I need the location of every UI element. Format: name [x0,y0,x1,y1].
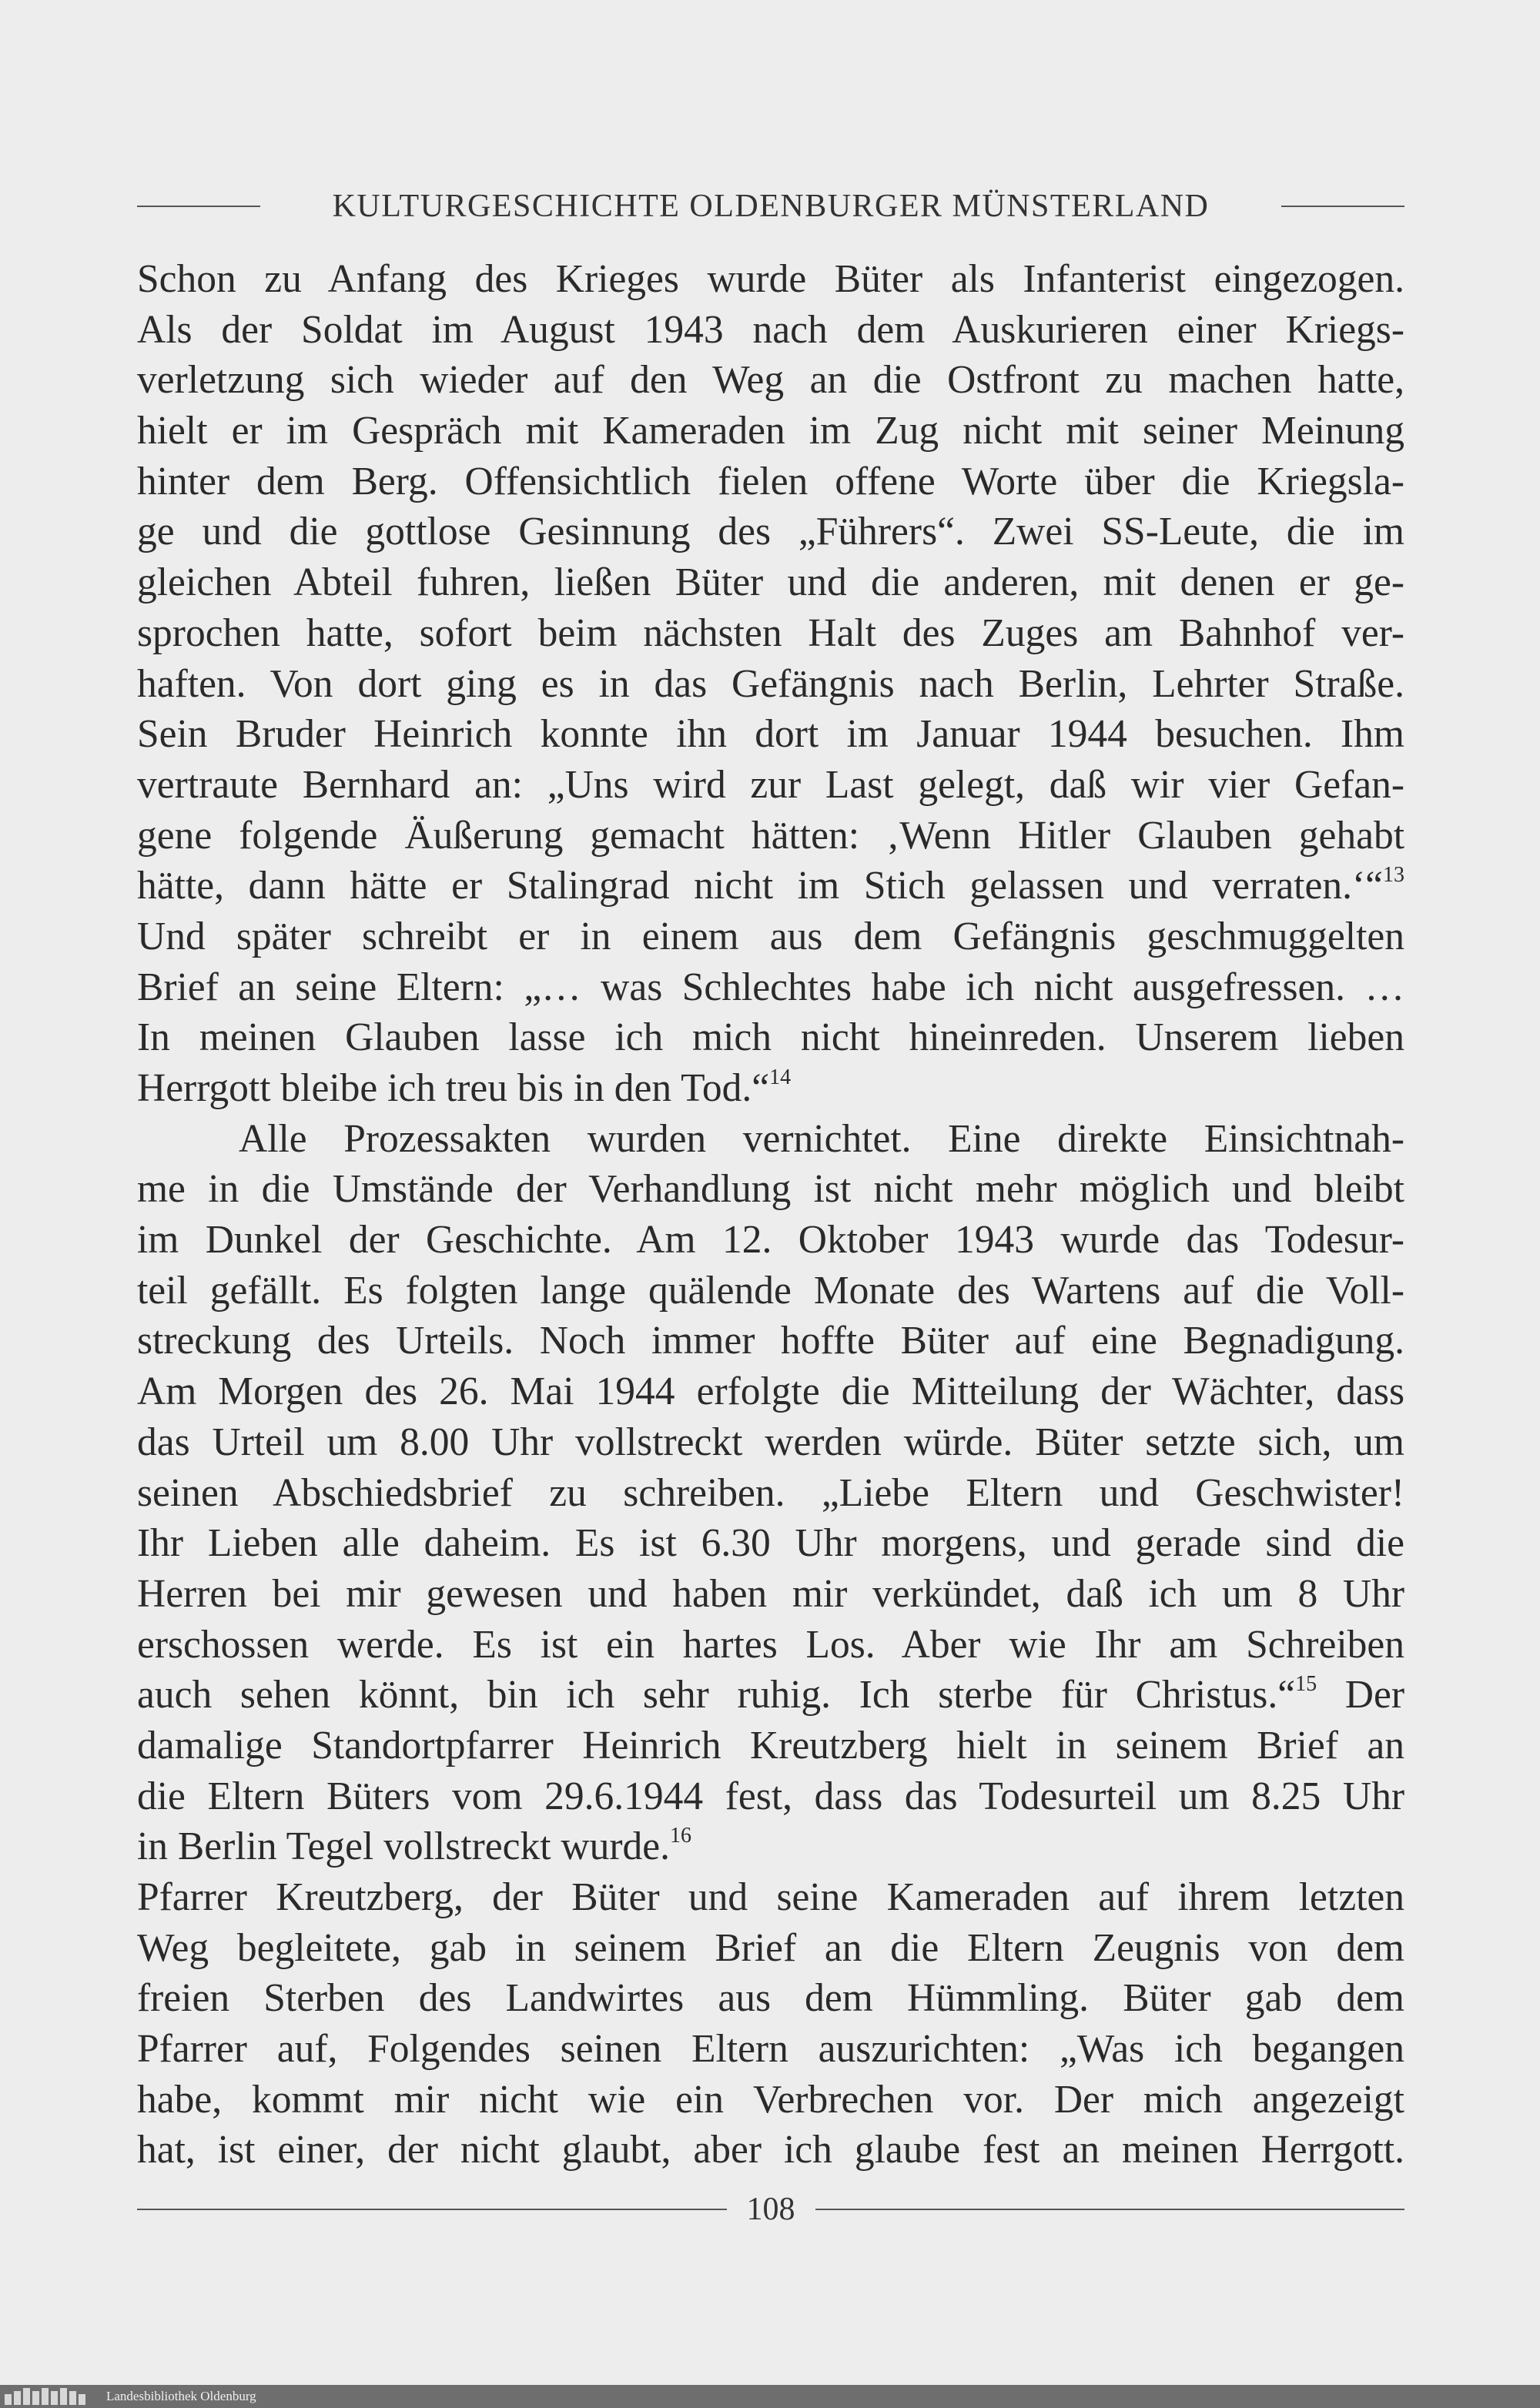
text-line: Pfarrer auf, Folgendes seinen Eltern auszurichten: „Was ich begangen [137,2027,1404,2072]
body-text [137,254,1404,2176]
text-line: ge und die gottlose Gesinnung des „Führers“. Zwei SS-Leute, die im [137,510,1404,554]
text-line [137,1063,1404,1114]
text-line: im Dunkel der Geschichte. Am 12. Oktober 1943 wurde das Todesur- [137,1218,1404,1263]
text-line: vertraute Bernhard an: „Uns wird zur Last gelegt, daß wir vier Gefan- [137,762,1404,807]
text-line [137,1821,1404,1872]
text-line: sprochen hatte, sofort beim nächsten Halt des Zuges am Bahnhof ver- [137,610,1404,655]
text-line: teil gefällt. Es folgten lange quälende Monate des Wartens auf die Voll- [137,1268,1404,1313]
text-line: gene folgende Äußerung gemacht hätten: ‚Wenn Hitler Glauben gehabt [137,813,1404,858]
line-text: Der [1317,1673,1404,1717]
text-line [137,1670,1404,1721]
page-number: 108 [746,2192,795,2227]
header-rule-left [137,206,260,207]
text-line: Alle Prozessakten wurden vernichtet. Eine direkte Einsichtnah- [239,1116,1404,1161]
footnote-ref: 13 [1383,863,1404,888]
text-line: seinen Abschiedsbrief zu schreiben. „Liebe Eltern und Geschwister! [137,1470,1404,1515]
text-line: das Urteil um 8.00 Uhr vollstreckt werden würde. Büter setzte sich, um [137,1420,1404,1464]
text-line: Am Morgen des 26. Mai 1944 erfolgte die Mitteilung der Wächter, dass [137,1370,1404,1414]
header-rule-right [1281,206,1404,207]
footnote-ref: 14 [769,1065,792,1089]
text-line: verletzung sich wieder auf den Weg an die Ostfront zu machen hatte, [137,358,1404,403]
footer-rule-right [815,2209,1405,2210]
text-line: Und später schreibt er in einem aus dem Gefängnis geschmuggelten [137,914,1404,958]
running-head [137,188,1404,225]
text-line: Schon zu Anfang des Krieges wurde Büter als Infanterist eingezogen. [137,257,1404,301]
text-line: freien Sterben des Landwirtes aus dem Hümmling. Büter gab dem [137,1976,1404,2021]
text-line: Pfarrer Kreutzberg, der Büter und seine Kameraden auf ihrem letzten [137,1875,1404,1919]
line-text: Herrgott bleibe ich treu bis in den Tod.“ [137,1066,770,1110]
footnote-ref: 16 [669,1824,691,1848]
text-line: gleichen Abteil fuhren, ließen Büter und die anderen, mit denen er ge- [137,560,1404,605]
text-line: Weg begleitete, gab in seinem Brief an die Eltern Zeugnis von dem [137,1925,1404,1970]
library-watermark-bar [0,2385,1540,2408]
text-line: Sein Bruder Heinrich konnte ihn dort im Januar 1944 besuchen. Ihm [137,712,1404,757]
library-name: Landesbibliothek Oldenburg [106,2389,256,2403]
text-line: die Eltern Büters vom 29.6.1944 fest, dass das Todesurteil um 8.25 Uhr [137,1774,1404,1818]
text-line: damalige Standortpfarrer Heinrich Kreutzberg hielt in seinem Brief an [137,1723,1404,1768]
text-line: habe, kommt mir nicht wie ein Verbrechen vor. Der mich angezeigt [137,2077,1404,2122]
text-line: Als der Soldat im August 1943 nach dem Auskurieren einer Kriegs- [137,307,1404,352]
text-line: In meinen Glauben lasse ich mich nicht hineinreden. Unserem lieben [137,1015,1404,1060]
line-text: in Berlin Tegel vollstreckt wurde. [137,1824,670,1869]
text-line: Brief an seine Eltern: „… was Schlechtes habe ich nicht ausgefressen. … [137,965,1404,1009]
text-line: hinter dem Berg. Offensichtlich fielen offene Worte über die Kriegsla- [137,459,1404,503]
line-text: auch sehen könnt, bin ich sehr ruhig. Ich sterbe für Christus.“ [137,1673,1296,1717]
text-line: Ihr Lieben alle daheim. Es ist 6.30 Uhr morgens, und gerade sind die [137,1521,1404,1566]
library-building-icon [5,2388,95,2405]
text-line: streckung des Urteils. Noch immer hoffte Büter auf eine Begnadigung. [137,1319,1404,1363]
page-footer [137,2191,1404,2228]
line-text: hätte, dann hätte er Stalingrad nicht im Stich gelassen und verraten.‘“ [137,864,1383,908]
text-line [137,861,1404,911]
text-line: me in die Umstände der Verhandlung ist nicht mehr möglich und bleibt [137,1167,1404,1212]
text-line: haften. Von dort ging es in das Gefängnis nach Berlin, Lehrter Straße. [137,661,1404,706]
text-line: hielt er im Gespräch mit Kameraden im Zug nicht mit seiner Meinung [137,409,1404,453]
running-title: KULTURGESCHICHTE OLDENBURGER MÜNSTERLAND [332,189,1210,224]
footnote-ref: 15 [1295,1672,1317,1697]
text-line: Herren bei mir gewesen und haben mir verkündet, daß ich um 8 Uhr [137,1571,1404,1616]
footer-rule-left [137,2209,727,2210]
text-line: hat, ist einer, der nicht glaubt, aber ich glaube fest an meinen Herrgott. [137,2128,1404,2172]
text-line: erschossen werde. Es ist ein hartes Los. Aber wie Ihr am Schreiben [137,1622,1404,1667]
